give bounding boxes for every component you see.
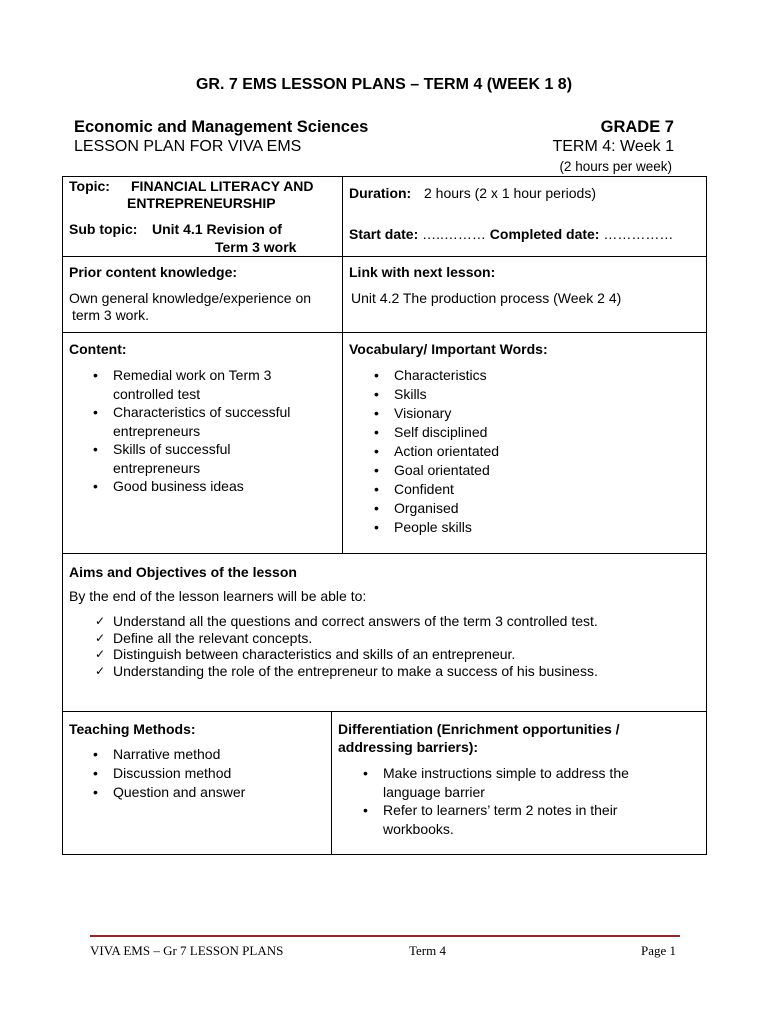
subtopic-label: Sub topic: (69, 221, 138, 237)
subject-name: Economic and Management Sciences (74, 118, 369, 136)
start-date-value: …..……… (422, 226, 490, 242)
list-item: • Skills (370, 385, 670, 404)
aims-intro: By the end of the lesson learners will be able to: (69, 588, 367, 604)
list-item: • Discussion method (89, 764, 329, 783)
teaching-methods-list (89, 745, 329, 802)
list-item: • Good business ideas (89, 477, 339, 496)
list-item: • Remedial work on Term 3 controlled test (89, 366, 339, 403)
lesson-plan-label: LESSON PLAN FOR VIVA EMS (74, 138, 302, 155)
completed-date-value: …………… (603, 226, 674, 242)
next-lesson-text: Unit 4.2 The production process (Week 2 4) (351, 290, 622, 306)
list-item: • Make instructions simple to address the language barrier (359, 764, 679, 801)
topic-label: Topic: (69, 178, 110, 194)
teaching-methods-heading: Teaching Methods: (69, 721, 196, 737)
row-divider (62, 332, 707, 333)
subtopic-line-2: Term 3 work (215, 239, 297, 255)
list-item: • Characteristics of successful entrepreneurs (89, 403, 339, 440)
hours-per-week: (2 hours per week) (559, 159, 672, 174)
footer-page-number: Page 1 (640, 943, 676, 958)
list-item: • Organised (370, 499, 670, 518)
vocabulary-list (370, 366, 670, 537)
content-heading: Content: (69, 341, 127, 357)
prior-knowledge-heading: Prior content knowledge: (69, 264, 238, 280)
list-item: • Question and answer (89, 783, 329, 802)
footer-rule (90, 935, 680, 937)
start-date-label: Start date: (349, 226, 419, 242)
row-divider (62, 711, 707, 712)
differentiation-heading-1: Differentiation (Enrichment opportunities / (338, 721, 620, 737)
next-lesson-heading: Link with next lesson: (349, 264, 496, 280)
topic-line-1: FINANCIAL LITERACY AND (131, 178, 314, 194)
grade-label: GRADE 7 (600, 118, 674, 136)
column-divider (342, 176, 343, 553)
content-list (89, 366, 339, 496)
aims-list (91, 613, 691, 679)
aims-heading: Aims and Objectives of the lesson (69, 564, 297, 580)
list-item: ✓ Understanding the role of the entrepreneur to make a success of his business. (91, 663, 691, 680)
duration-label: Duration: (349, 185, 412, 201)
list-item: ✓ Define all the relevant concepts. (91, 630, 691, 647)
list-item: • Characteristics (370, 366, 670, 385)
completed-date-label: Completed date: (489, 226, 600, 242)
list-item: • Refer to learners’ term 2 notes in their workbooks. (359, 801, 679, 838)
list-item: • People skills (370, 518, 670, 537)
list-item: • Goal orientated (370, 461, 670, 480)
list-item: • Self disciplined (370, 423, 670, 442)
list-item: • Confident (370, 480, 670, 499)
list-item: • Visionary (370, 404, 670, 423)
list-item: • Narrative method (89, 745, 329, 764)
row-divider (62, 256, 707, 257)
duration-value: 2 hours (2 x 1 hour periods) (424, 185, 596, 201)
vocabulary-heading: Vocabulary/ Important Words: (349, 341, 548, 357)
differentiation-list (359, 764, 679, 838)
footer-center: Term 4 (409, 943, 446, 958)
page-title: GR. 7 EMS LESSON PLANS – TERM 4 (WEEK 1 8) (195, 76, 573, 93)
list-item: ✓ Understand all the questions and correct answers of the term 3 controlled test. (91, 613, 691, 630)
prior-knowledge-line-1: Own general knowledge/experience on (69, 290, 312, 306)
prior-knowledge-line-2: term 3 work. (72, 307, 150, 323)
footer-left: VIVA EMS – Gr 7 LESSON PLANS (90, 943, 284, 958)
term-week-label: TERM 4: Week 1 (552, 138, 674, 155)
column-divider (331, 711, 332, 855)
subtopic-line-1: Unit 4.1 Revision of (152, 221, 282, 237)
list-item: ✓ Distinguish between characteristics and skills of an entrepreneur. (91, 646, 691, 663)
differentiation-heading-2: addressing barriers): (338, 739, 479, 755)
list-item: • Skills of successful entrepreneurs (89, 440, 339, 477)
row-divider (62, 553, 707, 554)
dates-line (349, 225, 673, 243)
topic-line-2: ENTREPRENEURSHIP (127, 195, 276, 211)
list-item: • Action orientated (370, 442, 670, 461)
